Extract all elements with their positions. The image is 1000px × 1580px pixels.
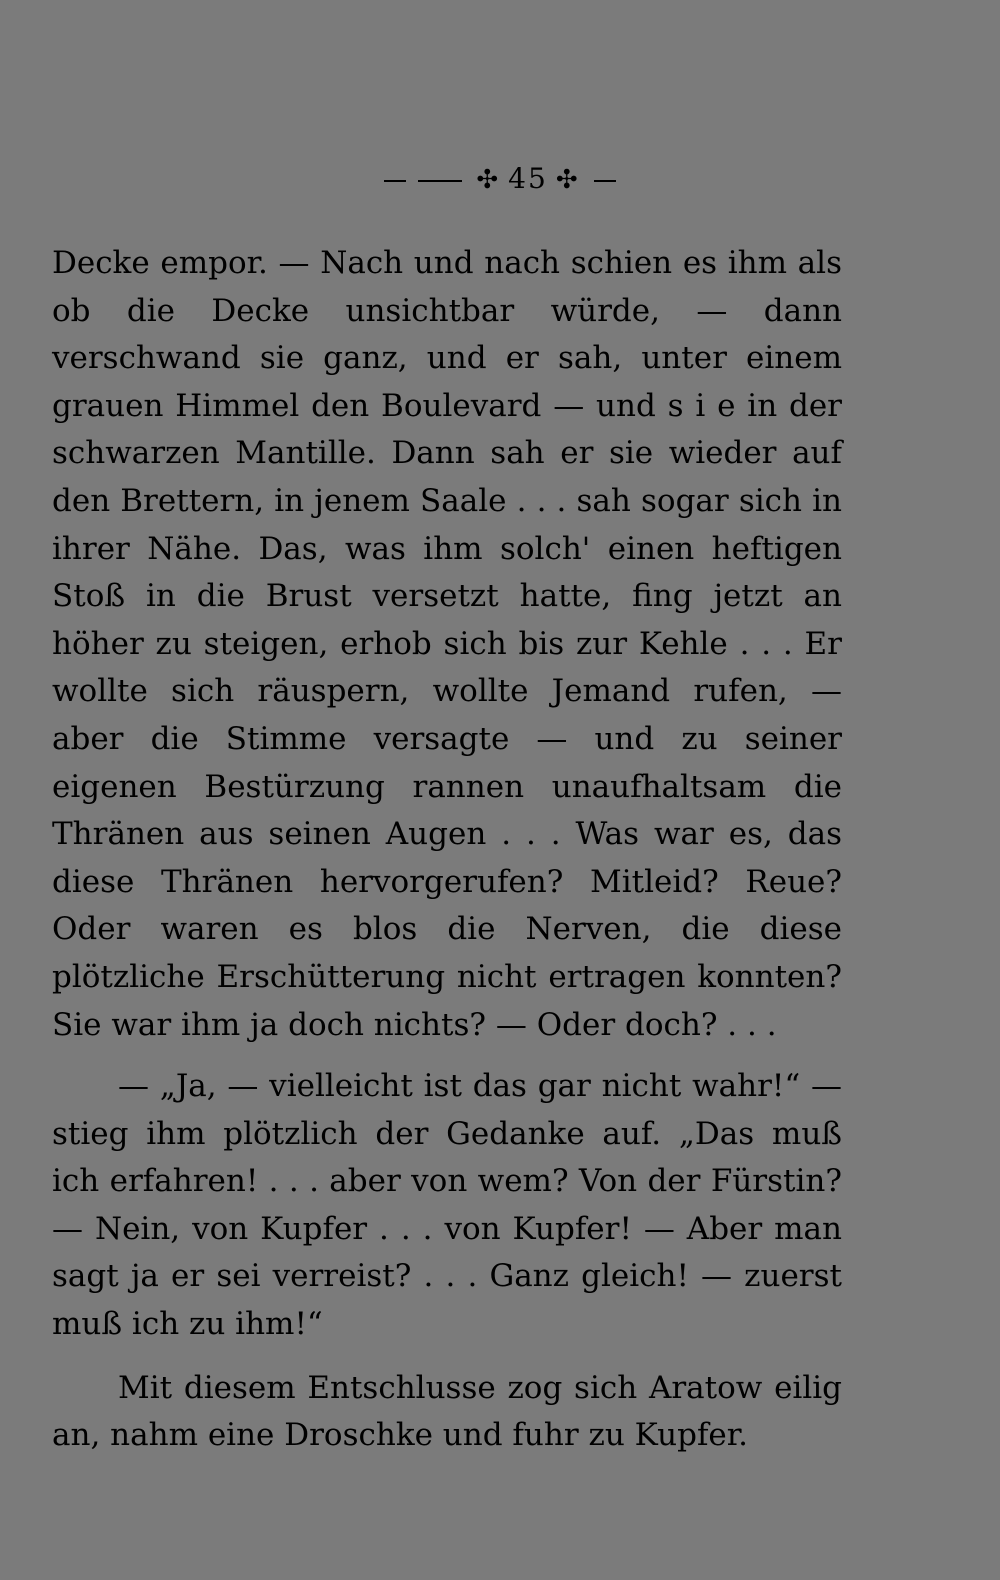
- page-number: 45: [508, 162, 548, 195]
- ornament-right-icon: ✣: [555, 165, 580, 195]
- header-rule-left: [418, 180, 462, 182]
- header-rule-right: [594, 180, 616, 182]
- ornament-left-icon: ✣: [476, 165, 501, 195]
- header-rule-left-short: [384, 180, 406, 182]
- paragraph-3: Mit diesem Entschlusse zog sich Aratow eilig an, nahm eine Droschke und fuhr zu Kupfer.: [52, 1369, 842, 1454]
- page-header: [0, 162, 1000, 195]
- paragraph-1: Decke empor. — Nach und nach schien es ihm als ob die Decke unsichtbar würde, — dann verschwand sie ganz, und er sah, unter einem grauen Himmel den Boulevard — und s i e in der schwarzen Mantille. Dann sah er sie wieder auf den Brettern, in jenem Saale . . . sah sogar sich in ihrer Nähe. Das, was ihm solch' einen heftigen Stoß in die Brust versetzt hatte, fing jetzt an höher zu steigen, erhob sich bis zur Kehle . . . Er wollte sich räuspern, wollte Jemand rufen, — aber die Stimme versagte — und zu seiner eigenen Bestürzung rannen unaufhaltsam die Thränen aus seinen Augen . . . Was war es, das diese Thränen hervorgerufen? Mitleid? Reue? Oder waren es blos die Nerven, die diese plötzliche Erschütterung nicht ertragen konnten? Sie war ihm ja doch nichts? — Oder doch? . . .: [52, 245, 842, 1043]
- paragraph-2: — „Ja, — vielleicht ist das gar nicht wahr!“ — stieg ihm plötzlich der Gedanke auf. „Das muß ich erfahren! . . . aber von wem? Von der Fürstin? — Nein, von Kupfer . . . von Kupfer! — Aber man sagt ja er sei verreist? . . . Ganz gleich! — zuerst muß ich zu ihm!“: [52, 1068, 842, 1343]
- body-text: [52, 240, 842, 1460]
